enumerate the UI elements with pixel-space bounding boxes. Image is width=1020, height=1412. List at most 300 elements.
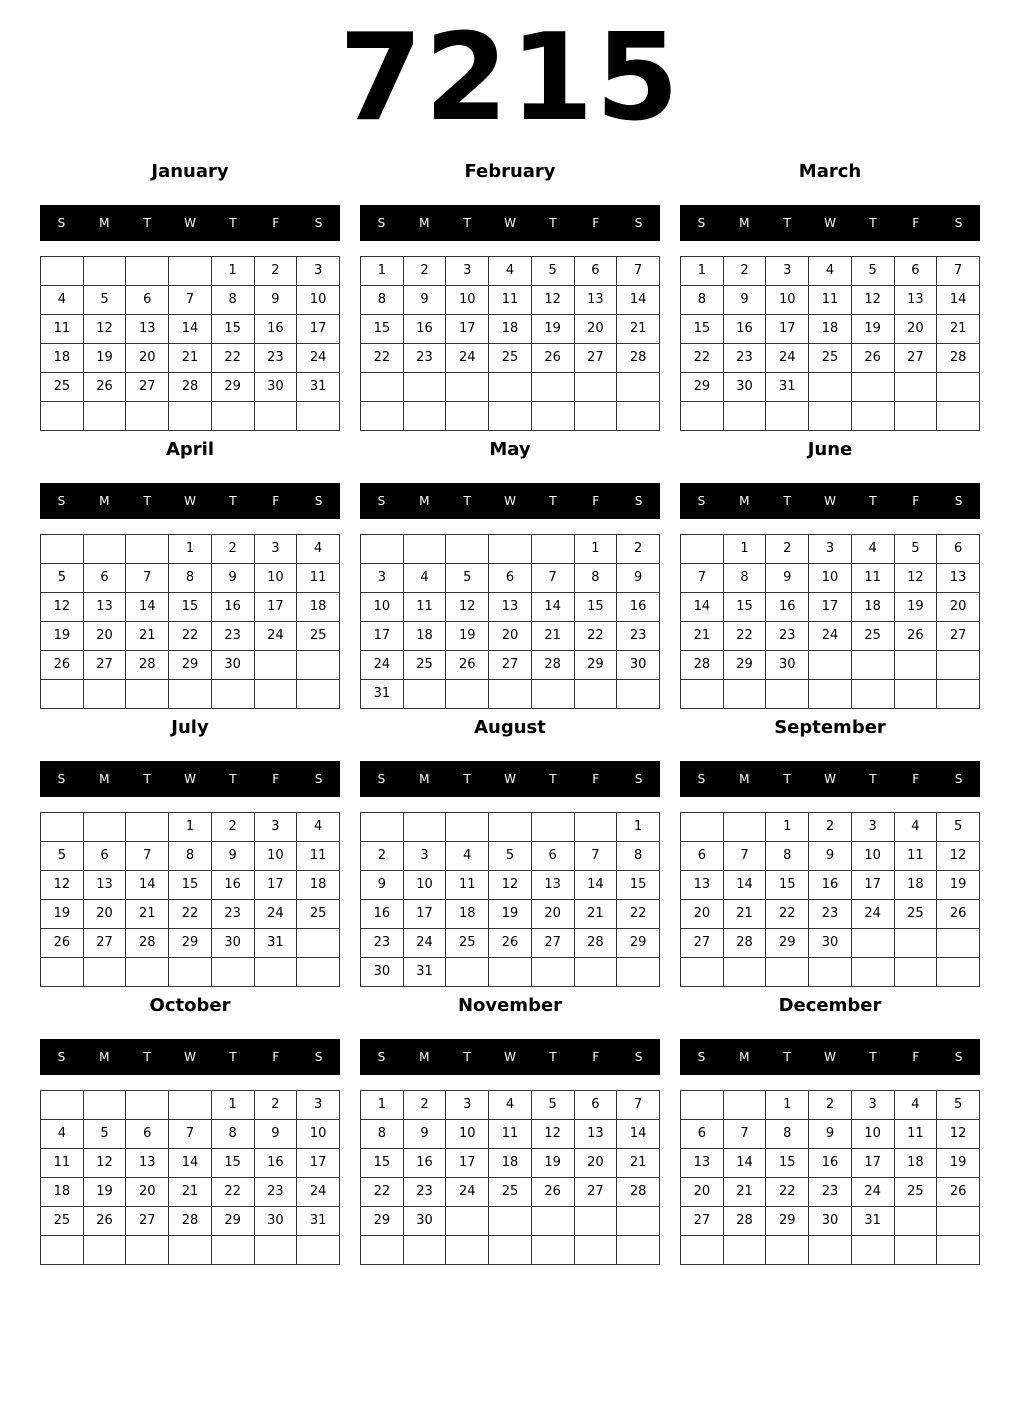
- week-row: [681, 900, 980, 929]
- day-cell: 21: [617, 315, 660, 344]
- day-cell: 3: [254, 813, 297, 842]
- day-cell: 11: [489, 1120, 532, 1149]
- day-cell: [681, 1236, 724, 1265]
- day-cell: [446, 1236, 489, 1265]
- weekday-label: T: [869, 1050, 877, 1064]
- day-cell: [681, 402, 724, 431]
- day-cell: [531, 958, 574, 987]
- day-cell: 17: [254, 593, 297, 622]
- week-row: [681, 1120, 980, 1149]
- weekday-label: S: [634, 216, 643, 230]
- day-cell: [723, 402, 766, 431]
- day-cell: 12: [894, 564, 937, 593]
- day-cell: 11: [297, 842, 340, 871]
- day-cell: [361, 813, 404, 842]
- day-cell: [809, 651, 852, 680]
- day-cell: 9: [809, 842, 852, 871]
- day-cell: 30: [361, 958, 404, 987]
- day-cell: 10: [297, 1120, 340, 1149]
- day-cell: 11: [297, 564, 340, 593]
- day-cell: [574, 680, 617, 709]
- week-row: [41, 373, 340, 402]
- day-cell: [297, 1236, 340, 1265]
- day-cell: 12: [531, 1120, 574, 1149]
- day-cell: 5: [894, 535, 937, 564]
- day-cell: 1: [681, 257, 724, 286]
- month-name: April: [165, 439, 215, 460]
- week-row: [681, 344, 980, 373]
- day-cell: 25: [809, 344, 852, 373]
- day-cell: 19: [894, 593, 937, 622]
- week-row: [41, 651, 340, 680]
- day-cell: 4: [446, 842, 489, 871]
- day-cell: 23: [617, 622, 660, 651]
- weekday-label: S: [314, 216, 323, 230]
- weekday-label: S: [634, 772, 643, 786]
- day-cell: [531, 373, 574, 402]
- day-cell: 20: [531, 900, 574, 929]
- day-grid: [680, 812, 980, 987]
- week-row: [41, 842, 340, 871]
- day-cell: 18: [894, 1149, 937, 1178]
- day-cell: 16: [403, 1149, 446, 1178]
- day-cell: [723, 1091, 766, 1120]
- day-cell: 6: [489, 564, 532, 593]
- day-cell: 17: [403, 900, 446, 929]
- week-row: [361, 680, 660, 709]
- day-cell: 6: [126, 1120, 169, 1149]
- day-cell: 14: [169, 315, 212, 344]
- day-cell: 24: [403, 929, 446, 958]
- weekday-label: T: [549, 772, 557, 786]
- day-cell: 4: [851, 535, 894, 564]
- day-cell: 25: [894, 900, 937, 929]
- day-cell: [83, 1091, 126, 1120]
- day-cell: [489, 680, 532, 709]
- weekday-label: T: [229, 494, 237, 508]
- day-cell: 23: [403, 344, 446, 373]
- weekday-label: S: [697, 1050, 706, 1064]
- day-cell: 13: [489, 593, 532, 622]
- week-row: [681, 1149, 980, 1178]
- week-row: [41, 1207, 340, 1236]
- day-cell: 17: [851, 871, 894, 900]
- weekday-label: S: [697, 216, 706, 230]
- weekday-label: T: [783, 494, 791, 508]
- day-cell: 5: [937, 813, 980, 842]
- day-cell: [41, 535, 84, 564]
- day-cell: [169, 402, 212, 431]
- day-cell: 19: [446, 622, 489, 651]
- week-row: [681, 315, 980, 344]
- week-row: [41, 622, 340, 651]
- day-cell: [809, 1236, 852, 1265]
- day-grid: [40, 256, 340, 431]
- day-cell: 16: [211, 593, 254, 622]
- day-cell: 27: [126, 373, 169, 402]
- day-cell: [489, 1207, 532, 1236]
- day-cell: [617, 1207, 660, 1236]
- day-cell: 17: [297, 1149, 340, 1178]
- day-cell: 25: [446, 929, 489, 958]
- day-cell: 5: [531, 1091, 574, 1120]
- week-row: [681, 1091, 980, 1120]
- day-cell: 1: [766, 1091, 809, 1120]
- weekday-label: F: [912, 772, 920, 786]
- day-cell: 1: [361, 257, 404, 286]
- day-cell: 13: [83, 593, 126, 622]
- day-cell: 19: [937, 871, 980, 900]
- day-cell: 27: [126, 1207, 169, 1236]
- week-row: [41, 593, 340, 622]
- month-august: [360, 716, 660, 986]
- day-cell: [211, 680, 254, 709]
- day-cell: 11: [41, 1149, 84, 1178]
- day-cell: 20: [126, 1178, 169, 1207]
- week-row: [361, 344, 660, 373]
- day-cell: [894, 1207, 937, 1236]
- weekday-header: [680, 205, 980, 241]
- month-name: February: [464, 161, 556, 182]
- day-cell: [297, 958, 340, 987]
- day-cell: 31: [361, 680, 404, 709]
- day-cell: [297, 929, 340, 958]
- week-row: [681, 257, 980, 286]
- day-cell: [809, 373, 852, 402]
- day-cell: 13: [937, 564, 980, 593]
- day-cell: 22: [617, 900, 660, 929]
- week-row: [361, 929, 660, 958]
- day-cell: 29: [169, 651, 212, 680]
- day-cell: [446, 1207, 489, 1236]
- day-cell: 4: [489, 257, 532, 286]
- day-cell: 11: [894, 842, 937, 871]
- day-cell: 26: [531, 344, 574, 373]
- day-cell: 12: [531, 286, 574, 315]
- day-cell: 27: [531, 929, 574, 958]
- day-grid: [40, 1090, 340, 1265]
- day-cell: 29: [211, 1207, 254, 1236]
- weekday-label: T: [869, 494, 877, 508]
- day-cell: 7: [574, 842, 617, 871]
- weekday-label: M: [739, 772, 750, 786]
- weekday-label: F: [912, 216, 920, 230]
- month-name: November: [457, 995, 563, 1016]
- day-cell: [403, 373, 446, 402]
- day-cell: 12: [937, 842, 980, 871]
- day-cell: 15: [211, 1149, 254, 1178]
- day-cell: [894, 958, 937, 987]
- day-cell: 12: [83, 1149, 126, 1178]
- weekday-label: M: [739, 216, 750, 230]
- day-cell: [446, 813, 489, 842]
- day-cell: 16: [617, 593, 660, 622]
- day-cell: 18: [297, 593, 340, 622]
- day-cell: [617, 958, 660, 987]
- weekday-label: T: [229, 1050, 237, 1064]
- day-cell: 29: [361, 1207, 404, 1236]
- day-cell: 11: [894, 1120, 937, 1149]
- day-cell: 19: [489, 900, 532, 929]
- day-cell: 15: [617, 871, 660, 900]
- week-row: [41, 257, 340, 286]
- day-cell: 24: [361, 651, 404, 680]
- day-cell: 29: [211, 373, 254, 402]
- week-row: [41, 1149, 340, 1178]
- day-cell: 27: [937, 622, 980, 651]
- day-cell: 28: [574, 929, 617, 958]
- day-cell: 22: [766, 1178, 809, 1207]
- day-cell: [851, 929, 894, 958]
- day-cell: 14: [169, 1149, 212, 1178]
- day-cell: [723, 680, 766, 709]
- day-cell: 10: [446, 286, 489, 315]
- day-cell: 20: [894, 315, 937, 344]
- day-cell: 19: [531, 315, 574, 344]
- day-cell: 19: [83, 1178, 126, 1207]
- weekday-label: M: [99, 772, 110, 786]
- day-cell: 30: [809, 929, 852, 958]
- day-cell: 4: [809, 257, 852, 286]
- day-cell: 21: [126, 900, 169, 929]
- week-row: [41, 564, 340, 593]
- weekday-label: S: [377, 1050, 386, 1064]
- day-cell: 23: [211, 900, 254, 929]
- weekday-label: S: [57, 494, 66, 508]
- day-cell: [766, 680, 809, 709]
- day-cell: [126, 402, 169, 431]
- day-cell: 3: [446, 257, 489, 286]
- day-cell: 9: [254, 286, 297, 315]
- day-cell: [169, 257, 212, 286]
- day-cell: 28: [126, 929, 169, 958]
- day-cell: 22: [211, 344, 254, 373]
- weekday-label: S: [57, 216, 66, 230]
- day-cell: 30: [617, 651, 660, 680]
- day-cell: 21: [617, 1149, 660, 1178]
- day-cell: 4: [297, 535, 340, 564]
- weekday-label: S: [954, 494, 963, 508]
- day-cell: 20: [574, 315, 617, 344]
- weekday-label: W: [184, 216, 196, 230]
- day-cell: 3: [297, 1091, 340, 1120]
- day-cell: [41, 402, 84, 431]
- day-cell: [681, 813, 724, 842]
- day-cell: 1: [723, 535, 766, 564]
- week-row: [41, 1236, 340, 1265]
- day-cell: 29: [766, 1207, 809, 1236]
- day-cell: 26: [937, 1178, 980, 1207]
- week-row: [361, 373, 660, 402]
- weekday-label: S: [954, 772, 963, 786]
- day-cell: 22: [361, 344, 404, 373]
- week-row: [681, 564, 980, 593]
- day-cell: 10: [851, 842, 894, 871]
- day-cell: 29: [723, 651, 766, 680]
- day-cell: [446, 680, 489, 709]
- week-row: [681, 958, 980, 987]
- day-cell: [937, 929, 980, 958]
- day-cell: [41, 1236, 84, 1265]
- day-cell: 8: [723, 564, 766, 593]
- day-cell: 8: [681, 286, 724, 315]
- day-cell: 11: [446, 871, 489, 900]
- day-cell: 19: [41, 622, 84, 651]
- month-name: September: [774, 717, 886, 738]
- week-row: [361, 286, 660, 315]
- day-cell: [169, 958, 212, 987]
- day-cell: 28: [617, 1178, 660, 1207]
- weekday-label: W: [184, 772, 196, 786]
- day-cell: 5: [531, 257, 574, 286]
- day-cell: [531, 1236, 574, 1265]
- day-cell: 12: [41, 871, 84, 900]
- day-cell: 14: [574, 871, 617, 900]
- day-cell: [169, 680, 212, 709]
- day-cell: [851, 680, 894, 709]
- day-cell: 29: [766, 929, 809, 958]
- day-grid: [680, 256, 980, 431]
- day-cell: 26: [83, 1207, 126, 1236]
- weekday-label: S: [377, 772, 386, 786]
- day-cell: [41, 1091, 84, 1120]
- weekday-label: M: [99, 494, 110, 508]
- day-cell: 23: [211, 622, 254, 651]
- day-cell: 5: [937, 1091, 980, 1120]
- day-cell: 28: [169, 373, 212, 402]
- day-cell: 10: [297, 286, 340, 315]
- day-cell: [766, 402, 809, 431]
- day-cell: 26: [894, 622, 937, 651]
- day-cell: 24: [851, 900, 894, 929]
- day-cell: 30: [254, 1207, 297, 1236]
- day-cell: 12: [41, 593, 84, 622]
- day-cell: 16: [403, 315, 446, 344]
- week-row: [41, 813, 340, 842]
- week-row: [681, 402, 980, 431]
- day-cell: 15: [361, 315, 404, 344]
- day-cell: 1: [361, 1091, 404, 1120]
- week-row: [361, 257, 660, 286]
- week-row: [681, 651, 980, 680]
- day-cell: 16: [809, 871, 852, 900]
- day-cell: [617, 402, 660, 431]
- day-cell: [297, 402, 340, 431]
- day-cell: [489, 535, 532, 564]
- day-cell: 6: [83, 842, 126, 871]
- day-cell: 20: [489, 622, 532, 651]
- day-cell: [446, 402, 489, 431]
- day-cell: 14: [617, 1120, 660, 1149]
- day-cell: [937, 373, 980, 402]
- day-cell: 11: [809, 286, 852, 315]
- weekday-label: T: [869, 216, 877, 230]
- day-cell: 1: [574, 535, 617, 564]
- day-cell: [361, 535, 404, 564]
- day-cell: 3: [403, 842, 446, 871]
- weekday-label: T: [143, 1050, 151, 1064]
- day-cell: 16: [361, 900, 404, 929]
- day-cell: 18: [489, 315, 532, 344]
- weekday-header: [40, 1039, 340, 1075]
- month-name: October: [149, 995, 231, 1016]
- day-cell: 3: [851, 1091, 894, 1120]
- day-cell: 25: [41, 1207, 84, 1236]
- day-cell: 8: [766, 1120, 809, 1149]
- weekday-label: F: [912, 494, 920, 508]
- day-cell: 2: [809, 1091, 852, 1120]
- day-cell: 10: [361, 593, 404, 622]
- day-cell: 10: [851, 1120, 894, 1149]
- day-cell: [403, 680, 446, 709]
- day-cell: 9: [766, 564, 809, 593]
- day-cell: 4: [297, 813, 340, 842]
- day-cell: 6: [574, 257, 617, 286]
- month-september: [680, 716, 980, 986]
- weekday-label: T: [463, 772, 471, 786]
- day-cell: 21: [681, 622, 724, 651]
- day-cell: 27: [574, 344, 617, 373]
- day-cell: [851, 402, 894, 431]
- day-cell: 21: [169, 344, 212, 373]
- day-cell: 31: [851, 1207, 894, 1236]
- day-cell: [297, 680, 340, 709]
- day-grid: [680, 1090, 980, 1265]
- day-grid: [40, 534, 340, 709]
- day-cell: 2: [254, 257, 297, 286]
- weekday-label: W: [824, 216, 836, 230]
- day-cell: 31: [297, 1207, 340, 1236]
- weekday-label: F: [912, 1050, 920, 1064]
- day-cell: 28: [937, 344, 980, 373]
- day-cell: 27: [681, 929, 724, 958]
- weekday-label: T: [463, 216, 471, 230]
- year-title: 7215: [339, 9, 681, 148]
- day-cell: 24: [297, 344, 340, 373]
- day-cell: 5: [83, 1120, 126, 1149]
- day-cell: 26: [489, 929, 532, 958]
- day-cell: 29: [574, 651, 617, 680]
- weekday-label: M: [419, 772, 430, 786]
- day-cell: 8: [169, 564, 212, 593]
- day-cell: 31: [403, 958, 446, 987]
- day-cell: 8: [361, 286, 404, 315]
- weekday-label: W: [184, 1050, 196, 1064]
- month-june: [680, 438, 980, 708]
- day-cell: [531, 680, 574, 709]
- day-cell: [809, 680, 852, 709]
- day-cell: 14: [937, 286, 980, 315]
- day-cell: 6: [126, 286, 169, 315]
- day-cell: 30: [403, 1207, 446, 1236]
- weekday-label: S: [314, 772, 323, 786]
- day-cell: 5: [83, 286, 126, 315]
- day-cell: 9: [403, 286, 446, 315]
- week-row: [361, 651, 660, 680]
- day-cell: 1: [169, 813, 212, 842]
- day-cell: [211, 402, 254, 431]
- day-grid: [360, 1090, 660, 1265]
- day-cell: 10: [446, 1120, 489, 1149]
- day-cell: 23: [361, 929, 404, 958]
- day-cell: 20: [681, 900, 724, 929]
- day-cell: 4: [41, 286, 84, 315]
- day-cell: 20: [574, 1149, 617, 1178]
- day-cell: 7: [169, 286, 212, 315]
- day-cell: [361, 373, 404, 402]
- day-cell: [574, 1236, 617, 1265]
- day-cell: 4: [894, 1091, 937, 1120]
